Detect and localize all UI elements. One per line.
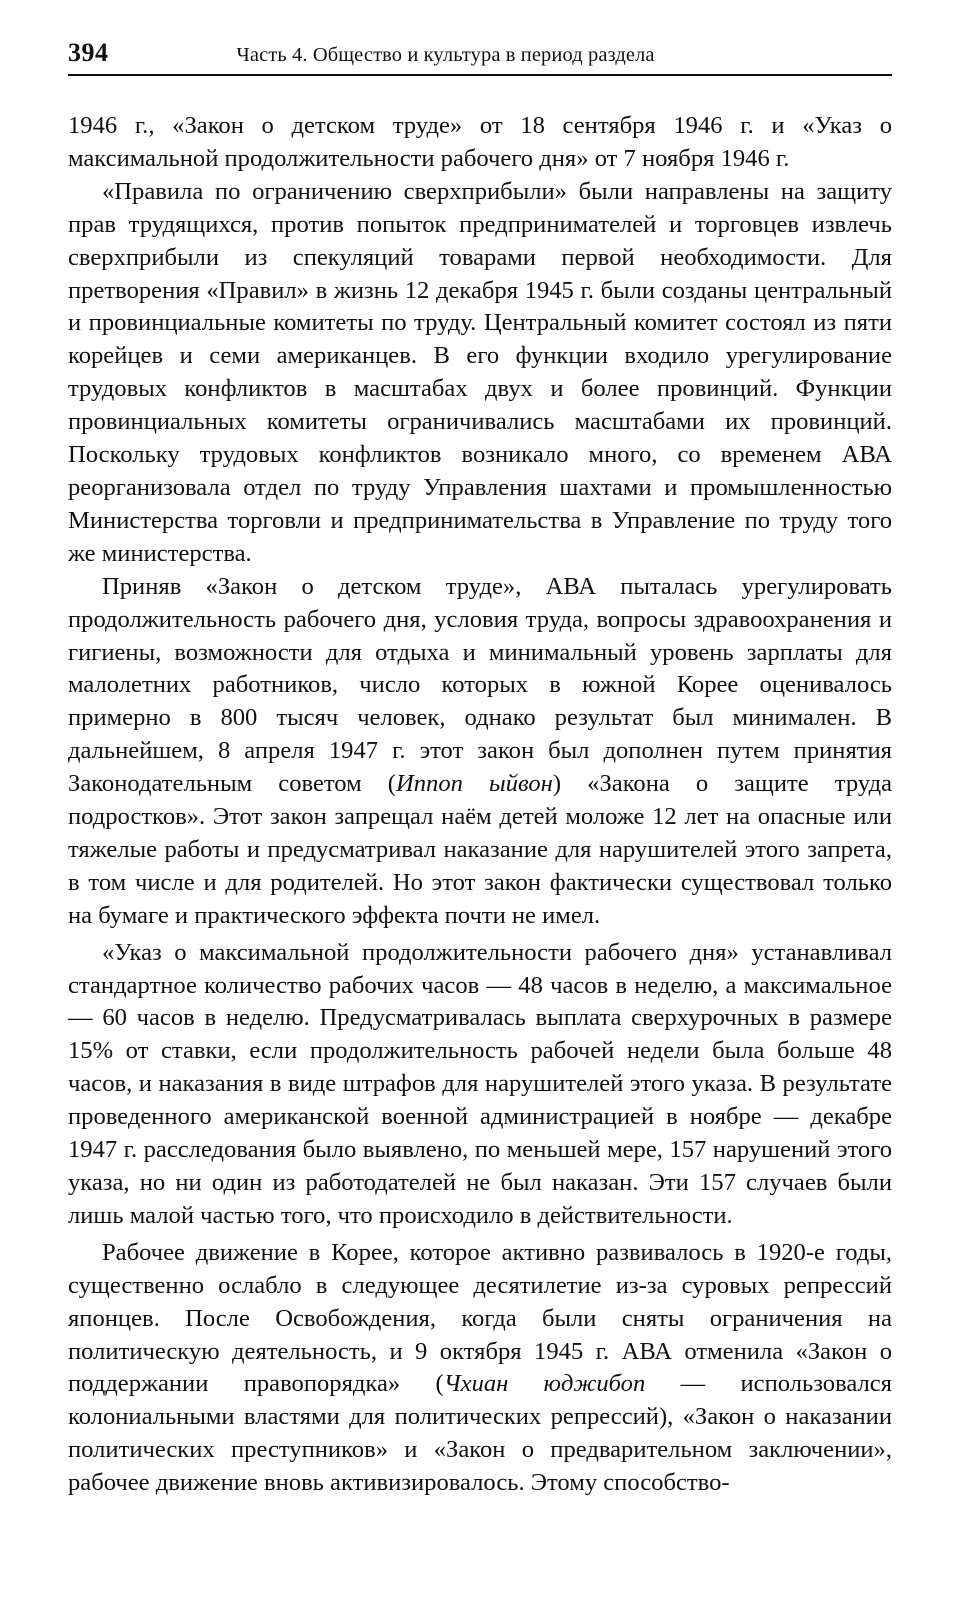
running-title: Часть 4. Общество и культура в период раздела bbox=[236, 44, 655, 66]
book-page bbox=[68, 38, 892, 1500]
page-number: 394 bbox=[68, 38, 109, 67]
paragraph-working-hours-decree: «Указ о максимальной продолжительности рабочего дня» устанавливал стандартное количество рабочих часов — 48 часов в неделю, а максимальное — 60 часов в неделю. Предусматривалась выплата сверхурочных в размере 15% от ставки, если продолжительность рабочей недели была больше 48 часов, и наказания в виде штрафов для нарушителей этого указа. В результате проведенного американской военной администрацией в ноябре — декабре 1947 г. расследования было выявлено, по меньшей мере, 157 нарушений этого указа, но ни один из работодателей не был наказан. Эти 157 случаев были лишь малой частью того, что происходило в действительности. bbox=[68, 938, 892, 1229]
paragraph-text: — использовался колониальными властями для политических репрессий), «Закон о наказании политических преступников» и «Закон о предварительном заключении», рабочее движение вновь активизировалось. Этому способство- bbox=[68, 1370, 892, 1497]
paragraph-child-labor-law bbox=[68, 571, 892, 933]
body-text bbox=[68, 110, 892, 1500]
paragraph-labor-movement bbox=[68, 1237, 892, 1500]
italic-term: Иппоп ыйвон bbox=[396, 770, 553, 798]
paragraph-text: Приняв «Закон о детском труде», АВА пыталась урегулировать продолжительность рабочего дня, условия труда, вопросы здравоохранения и гигиены, возможности для отдыха и минимальный уровень зарплаты для малолетних работников, число которых в южной Корее оценивалось примерно в 800 тысяч человек, однако результат был минимален. В дальнейшем, 8 апреля 1947 г. этот закон был дополнен путем принятия Законодательным советом ( bbox=[68, 572, 892, 798]
page-header bbox=[68, 38, 892, 76]
italic-term: Чхиан юджибоп bbox=[443, 1370, 646, 1398]
paragraph-text: Рабочее движение в Корее, которое активно развивалось в 1920-е годы, существенно ослабло в следующее десятилетие из-за суровых репрессий японцев. После Освобождения, когда были сняты ограничения на политическую деятельность, и 9 октября 1945 г. АВА отменила «Закон о поддержании правопорядка» ( bbox=[68, 1238, 892, 1398]
paragraph-profit-rules: «Правила по ограничению сверхприбыли» были направлены на защиту прав трудящихся, против попыток предпринимателей и торговцев извлечь сверхприбыли из спекуляций товарами первой необходимости. Для претворения «Правил» в жизнь 12 декабря 1945 г. были созданы центральный и провинциальные комитеты по труду. Центральный комитет состоял из пяти корейцев и семи американцев. В его функции входило урегулирование трудовых конфликтов в масштабах двух и более провинций. Функции провинциальных комитеты ограничивались масштабами их провинций. Поскольку трудовых конфликтов возникало много, со временем АВА реорганизовала отдел по труду Управления шахтами и промышленностью Министерства торговли и предпринимательства в Управление по труду того же министерства. bbox=[68, 177, 892, 567]
paragraph-text: ) «Закона о защите труда подростков». Этот закон запрещал наём детей моложе 12 лет на опасные или тяжелые работы и предусматривал наказание для нарушителей этого запрета, в том числе и для родителей. Но этот закон фактически существовал только на бумаге и практического эффекта почти не имел. bbox=[68, 770, 893, 929]
paragraph-continued: 1946 г., «Закон о детском труде» от 18 сентября 1946 г. и «Указ о максимальной продолжительности рабочего дня» от 7 ноября 1946 г. bbox=[68, 112, 892, 172]
